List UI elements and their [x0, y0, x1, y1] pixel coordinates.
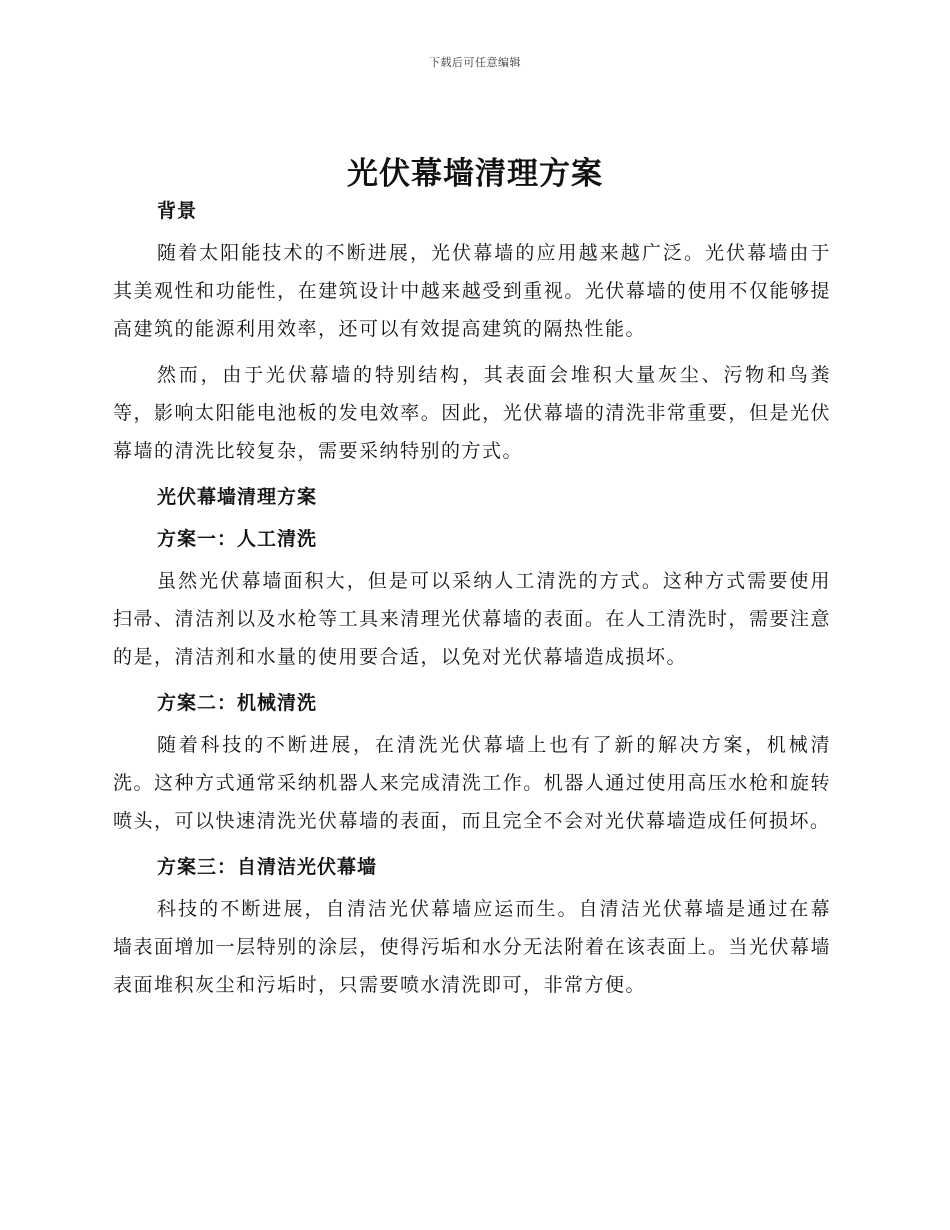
- section-heading-plan-3: 方案三：自清洁光伏幕墙: [157, 856, 378, 878]
- section-heading-plan-2: 方案二：机械清洗: [157, 692, 318, 714]
- paragraph-plan-3: 科技的不断进展，自清洁光伏幕墙应运而生。自清洁光伏幕墙是通过在幕墙表面增加一层特别的涂层，使得污垢和水分无法附着在该表面上。当光伏幕墙表面堆积灰尘和污垢时，只需要喷水清洗即可，非常方便。: [113, 898, 831, 996]
- section-heading-background: 背景: [157, 200, 198, 222]
- document-title: 光伏幕墙清理方案: [347, 156, 603, 192]
- document-body: [113, 196, 831, 1004]
- page-header-note: 下载后可任意编辑: [429, 56, 521, 69]
- paragraph-background-1: 随着太阳能技术的不断进展，光伏幕墙的应用越来越广泛。光伏幕墙由于其美观性和功能性，在建筑设计中越来越受到重视。光伏幕墙的使用不仅能够提高建筑的能源利用效率，还可以有效提高建筑的隔热性能。: [113, 242, 831, 340]
- section-heading-plan-1: 方案一：人工清洗: [157, 528, 318, 550]
- paragraph-plan-1: 虽然光伏幕墙面积大，但是可以采纳人工清洗的方式。这种方式需要使用扫帚、清洁剂以及水枪等工具来清理光伏幕墙的表面。在人工清洗时，需要注意的是，清洁剂和水量的使用要合适，以免对光伏幕墙造成损坏。: [113, 570, 831, 668]
- section-heading-plan: 光伏幕墙清理方案: [157, 486, 318, 508]
- paragraph-plan-2: 随着科技的不断进展，在清洗光伏幕墙上也有了新的解决方案，机械清洗。这种方式通常采纳机器人来完成清洗工作。机器人通过使用高压水枪和旋转喷头，可以快速清洗光伏幕墙的表面，而且完全不会对光伏幕墙造成任何损坏。: [113, 734, 831, 832]
- paragraph-background-2: 然而，由于光伏幕墙的特别结构，其表面会堆积大量灰尘、污物和鸟粪等，影响太阳能电池板的发电效率。因此，光伏幕墙的清洗非常重要，但是光伏幕墙的清洗比较复杂，需要采纳特别的方式。: [113, 364, 831, 462]
